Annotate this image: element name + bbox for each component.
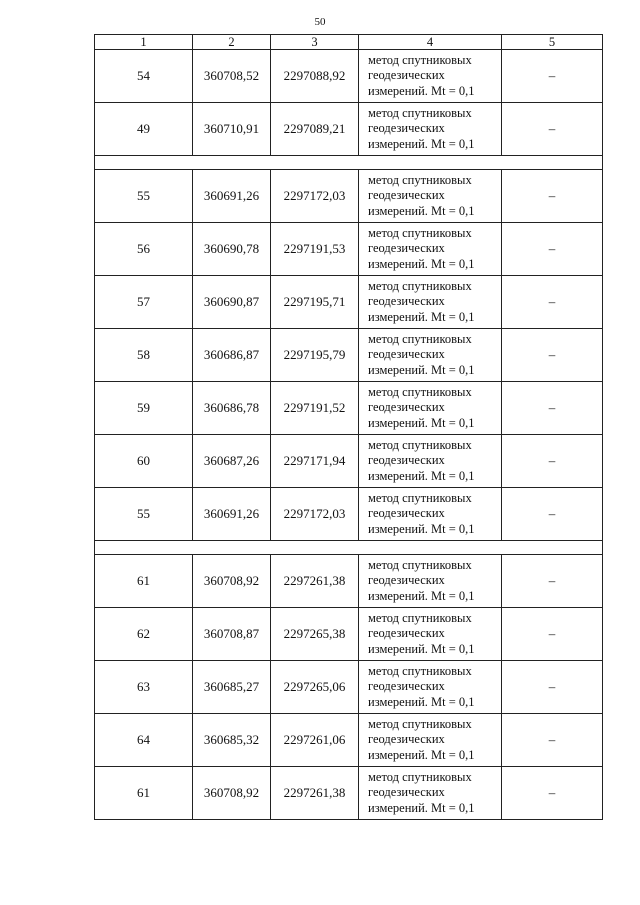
table-separator-row (95, 156, 603, 170)
point-number-cell: 49 (95, 103, 193, 156)
x-coordinate-cell: 360708,52 (193, 50, 271, 103)
header-cell: 2 (193, 35, 271, 50)
method-line: измерений. Mt = 0,1 (368, 309, 475, 324)
x-coordinate-cell: 360685,27 (193, 661, 271, 714)
table-row (95, 767, 603, 820)
header-cell: 3 (271, 35, 359, 50)
method-line: метод спутниковых (368, 769, 472, 784)
method-line: метод спутниковых (368, 716, 472, 731)
x-coordinate-cell: 360687,26 (193, 435, 271, 488)
method-line: геодезических (368, 506, 445, 521)
method-line: измерений. Mt = 0,1 (368, 521, 475, 536)
point-number-cell: 61 (95, 555, 193, 608)
note-cell: – (502, 103, 603, 156)
method-line: измерений. Mt = 0,1 (368, 468, 475, 483)
point-number-cell: 58 (95, 329, 193, 382)
y-coordinate-cell: 2297171,94 (271, 435, 359, 488)
table-row (95, 435, 603, 488)
note-cell: – (502, 382, 603, 435)
note-cell: – (502, 170, 603, 223)
table-header-row (95, 35, 603, 50)
method-line: геодезических (368, 347, 445, 362)
point-number-cell: 62 (95, 608, 193, 661)
method-line: геодезических (368, 68, 445, 83)
method-line: геодезических (368, 121, 445, 136)
method-line: геодезических (368, 400, 445, 415)
y-coordinate-cell: 2297261,38 (271, 555, 359, 608)
y-coordinate-cell: 2297191,53 (271, 223, 359, 276)
note-cell: – (502, 555, 603, 608)
point-number-cell: 55 (95, 488, 193, 541)
page-number: 50 (314, 16, 326, 28)
table-row (95, 50, 603, 103)
method-line: метод спутниковых (368, 437, 472, 452)
note-cell: – (502, 661, 603, 714)
method-line: измерений. Mt = 0,1 (368, 694, 475, 709)
method-line: измерений. Mt = 0,1 (368, 588, 475, 603)
y-coordinate-cell: 2297261,06 (271, 714, 359, 767)
method-cell (359, 435, 502, 488)
note-cell: – (502, 50, 603, 103)
note-cell: – (502, 488, 603, 541)
method-cell (359, 223, 502, 276)
method-line: измерений. Mt = 0,1 (368, 83, 475, 98)
table-separator-row (95, 541, 603, 555)
y-coordinate-cell: 2297172,03 (271, 170, 359, 223)
x-coordinate-cell: 360710,91 (193, 103, 271, 156)
point-number-cell: 54 (95, 50, 193, 103)
table-row (95, 488, 603, 541)
x-coordinate-cell: 360691,26 (193, 488, 271, 541)
method-line: метод спутниковых (368, 610, 472, 625)
method-line: измерений. Mt = 0,1 (368, 415, 475, 430)
method-line: метод спутниковых (368, 384, 472, 399)
method-line: метод спутниковых (368, 105, 472, 120)
x-coordinate-cell: 360685,32 (193, 714, 271, 767)
table-row (95, 223, 603, 276)
table-row (95, 382, 603, 435)
coordinates-table (94, 34, 603, 820)
x-coordinate-cell: 360690,78 (193, 223, 271, 276)
method-cell (359, 714, 502, 767)
y-coordinate-cell: 2297088,92 (271, 50, 359, 103)
method-line: геодезических (368, 679, 445, 694)
method-line: метод спутниковых (368, 490, 472, 505)
method-line: геодезических (368, 241, 445, 256)
method-line: метод спутниковых (368, 172, 472, 187)
method-line: геодезических (368, 188, 445, 203)
method-cell (359, 608, 502, 661)
point-number-cell: 59 (95, 382, 193, 435)
method-line: измерений. Mt = 0,1 (368, 747, 475, 762)
method-line: геодезических (368, 294, 445, 309)
separator-cell (95, 156, 603, 170)
method-cell (359, 170, 502, 223)
header-cell: 5 (502, 35, 603, 50)
method-line: метод спутниковых (368, 331, 472, 346)
y-coordinate-cell: 2297195,71 (271, 276, 359, 329)
x-coordinate-cell: 360686,78 (193, 382, 271, 435)
y-coordinate-cell: 2297265,06 (271, 661, 359, 714)
header-cell: 4 (359, 35, 502, 50)
header-cell: 1 (95, 35, 193, 50)
method-line: измерений. Mt = 0,1 (368, 800, 475, 815)
y-coordinate-cell: 2297195,79 (271, 329, 359, 382)
method-cell (359, 382, 502, 435)
y-coordinate-cell: 2297261,38 (271, 767, 359, 820)
point-number-cell: 55 (95, 170, 193, 223)
point-number-cell: 63 (95, 661, 193, 714)
method-line: метод спутниковых (368, 278, 472, 293)
note-cell: – (502, 329, 603, 382)
table-row (95, 661, 603, 714)
method-cell (359, 555, 502, 608)
note-cell: – (502, 714, 603, 767)
x-coordinate-cell: 360708,92 (193, 555, 271, 608)
note-cell: – (502, 767, 603, 820)
method-cell (359, 50, 502, 103)
y-coordinate-cell: 2297089,21 (271, 103, 359, 156)
method-line: метод спутниковых (368, 663, 472, 678)
method-line: метод спутниковых (368, 225, 472, 240)
method-line: геодезических (368, 626, 445, 641)
y-coordinate-cell: 2297172,03 (271, 488, 359, 541)
table-row (95, 276, 603, 329)
method-cell (359, 103, 502, 156)
method-line: измерений. Mt = 0,1 (368, 641, 475, 656)
note-cell: – (502, 276, 603, 329)
point-number-cell: 60 (95, 435, 193, 488)
y-coordinate-cell: 2297265,38 (271, 608, 359, 661)
separator-cell (95, 541, 603, 555)
point-number-cell: 64 (95, 714, 193, 767)
method-line: измерений. Mt = 0,1 (368, 203, 475, 218)
y-coordinate-cell: 2297191,52 (271, 382, 359, 435)
x-coordinate-cell: 360686,87 (193, 329, 271, 382)
method-cell (359, 329, 502, 382)
note-cell: – (502, 223, 603, 276)
method-cell (359, 276, 502, 329)
table-row (95, 170, 603, 223)
method-line: геодезических (368, 785, 445, 800)
table-row (95, 714, 603, 767)
point-number-cell: 61 (95, 767, 193, 820)
x-coordinate-cell: 360691,26 (193, 170, 271, 223)
method-line: измерений. Mt = 0,1 (368, 136, 475, 151)
method-line: метод спутниковых (368, 52, 472, 67)
method-line: измерений. Mt = 0,1 (368, 362, 475, 377)
x-coordinate-cell: 360690,87 (193, 276, 271, 329)
table-row (95, 608, 603, 661)
method-cell (359, 661, 502, 714)
method-cell (359, 488, 502, 541)
table-row (95, 329, 603, 382)
method-line: метод спутниковых (368, 557, 472, 572)
method-line: геодезических (368, 573, 445, 588)
method-line: измерений. Mt = 0,1 (368, 256, 475, 271)
point-number-cell: 56 (95, 223, 193, 276)
x-coordinate-cell: 360708,87 (193, 608, 271, 661)
method-line: геодезических (368, 453, 445, 468)
point-number-cell: 57 (95, 276, 193, 329)
x-coordinate-cell: 360708,92 (193, 767, 271, 820)
table-body (95, 50, 603, 820)
note-cell: – (502, 608, 603, 661)
table-row (95, 555, 603, 608)
method-cell (359, 767, 502, 820)
note-cell: – (502, 435, 603, 488)
method-line: геодезических (368, 732, 445, 747)
table-row (95, 103, 603, 156)
